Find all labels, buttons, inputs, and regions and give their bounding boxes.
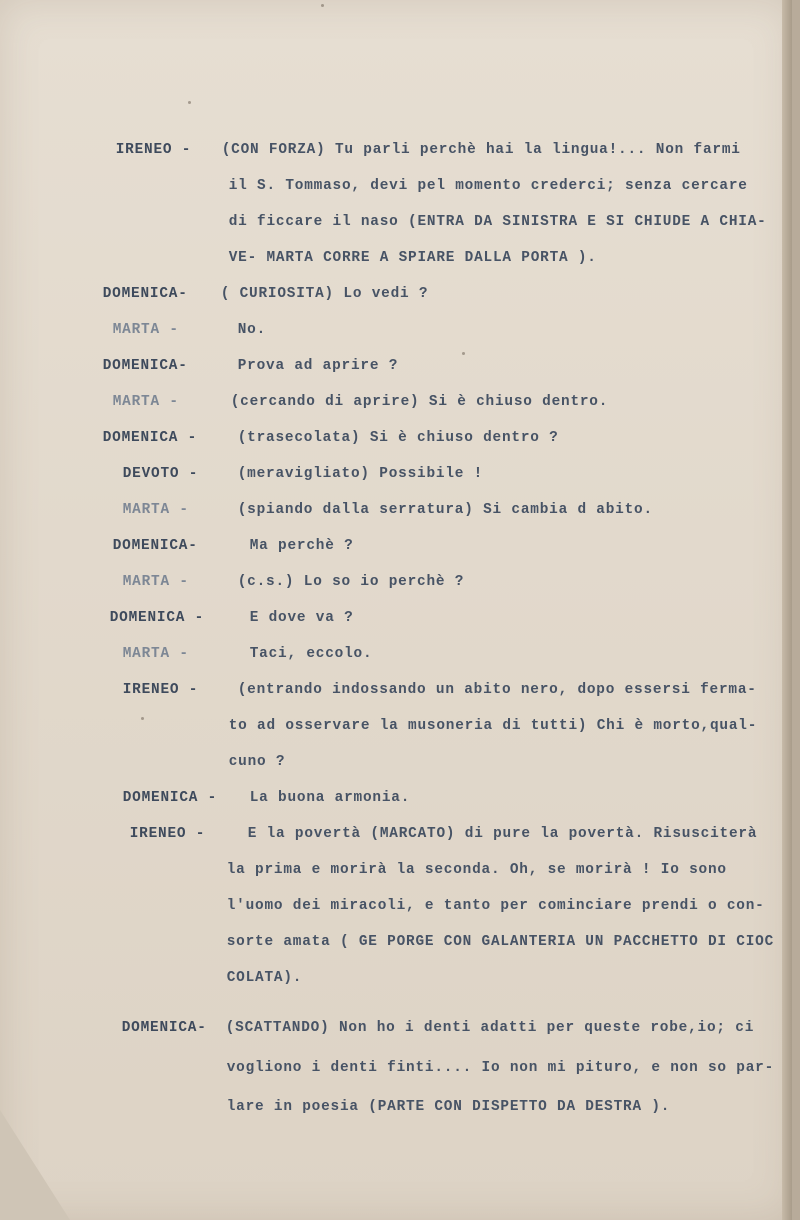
dialogue-text: (trasecolata) Si è chiuso dentro ? [237, 430, 559, 447]
speaker-name: DOMENICA - [102, 430, 198, 447]
dialogue-text: sorte amata ( GE PORGE CON GALANTERIA UN PACCHETTO DI CIOC [226, 934, 775, 951]
dialogue-text: (meravigliato) Possibile ! [237, 466, 484, 483]
dialogue-text: (SCATTANDO) Non ho i denti adatti per queste robe,io; ci [225, 1020, 755, 1037]
dialogue-text: (entrando indossando un abito nero, dopo essersi ferma- [237, 682, 757, 699]
speaker-name: DOMENICA - [122, 790, 218, 807]
speaker-name: DOMENICA- [102, 358, 188, 375]
dialogue-text: (c.s.) Lo so io perchè ? [237, 574, 465, 591]
page-edge [782, 0, 792, 1220]
speaker-name: MARTA - [122, 502, 189, 519]
speaker-name: IRENEO - [115, 142, 192, 159]
speaker-name: IRENEO - [129, 826, 206, 843]
dialogue-text: il S. Tommaso, devi pel momento crederci; senza cercare [228, 178, 748, 195]
dialogue-text: (cercando di aprire) Si è chiuso dentro. [230, 394, 609, 411]
script-line-text [188, 1007, 754, 1050]
dialogue-text: Taci, eccolo. [249, 646, 373, 663]
speaker-name: DOMENICA- [102, 286, 188, 303]
ink-speck [188, 101, 191, 104]
dialogue-text: to ad osservare la musoneria di tutti) Chi è morto,qual- [228, 718, 758, 735]
dialogue-text: (spiando dalla serratura) Si cambia d abito. [237, 502, 653, 519]
speaker-name: IRENEO - [122, 682, 199, 699]
dialogue-text: l'uomo dei miracoli, e tanto per cominciare prendi o con- [226, 898, 765, 915]
speaker-name: MARTA - [112, 394, 179, 411]
dialogue-text: lare in poesia (PARTE CON DISPETTO DA DESTRA ). [226, 1099, 671, 1116]
dialogue-text: Prova ad aprire ? [237, 358, 399, 375]
dialogue-text: (CON FORZA) Tu parli perchè hai la lingua!... Non farmi [221, 142, 741, 159]
dialogue-text: La buona armonia. [249, 790, 411, 807]
dialogue-text: VE- MARTA CORRE A SPIARE DALLA PORTA ). [228, 250, 597, 267]
dialogue-text: cuno ? [228, 754, 286, 771]
dialogue-text: No. [237, 322, 267, 339]
ink-speck [141, 717, 144, 720]
speaker-name: MARTA - [122, 574, 189, 591]
dialogue-text: E dove va ? [249, 610, 354, 627]
script-line [85, 669, 198, 712]
speaker-name: DEVOTO - [122, 466, 199, 483]
dialogue-text: vogliono i denti finti.... Io non mi pituro, e non so par- [226, 1060, 775, 1077]
dialogue-text: la prima e morirà la seconda. Oh, se morirà ! Io sono [226, 862, 727, 879]
speaker-name: MARTA - [112, 322, 179, 339]
dialogue-text: Ma perchè ? [249, 538, 354, 555]
speaker-name: DOMENICA- [112, 538, 198, 555]
dialogue-text: di ficcare il naso (ENTRA DA SINISTRA E SI CHIUDE A CHIA- [228, 214, 767, 231]
folded-corner [0, 1110, 70, 1220]
dialogue-text: COLATA). [226, 970, 303, 987]
script-line-text [189, 957, 302, 1000]
script-line [78, 129, 191, 172]
speaker-name: MARTA - [122, 646, 189, 663]
script-line-text [189, 1047, 774, 1090]
ink-speck [462, 352, 465, 355]
speaker-name: DOMENICA - [109, 610, 205, 627]
speaker-name: DOMENICA- [121, 1020, 207, 1037]
ink-speck [321, 4, 324, 7]
dialogue-text: E la povertà (MARCATO) di pure la povertà. Risusciterà [247, 826, 758, 843]
script-line-text [189, 1086, 670, 1129]
dialogue-text: ( CURIOSITA) Lo vedi ? [220, 286, 429, 303]
